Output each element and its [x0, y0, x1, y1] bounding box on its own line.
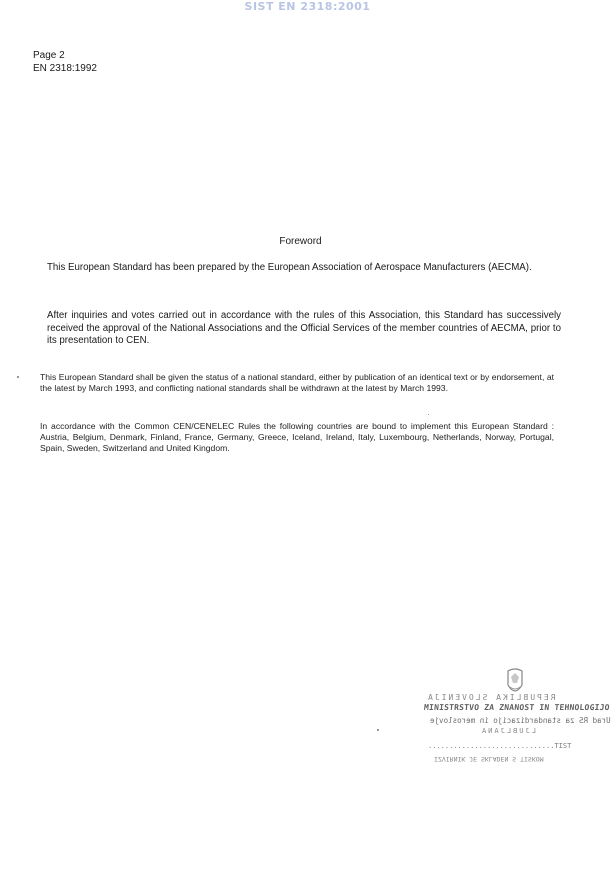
scan-speck: [17, 376, 19, 378]
standard-number: EN 2318:1992: [33, 63, 97, 74]
official-stamp: [420, 667, 610, 767]
stamp-signature-line: ..............................TIST: [428, 742, 572, 750]
scan-speck: [377, 729, 379, 731]
stamp-office: Urad RS za standardizacijo in meroslovje: [430, 716, 611, 725]
stamp-certification: IZVIRNIK JE SKLADEN S TISKOM: [434, 755, 544, 763]
paragraph-countries: In accordance with the Common CEN/CENELEC Rules the following countries are bound to implement this European Standard : Austria, Belgium, Denmark, Finland, France, Germany, Greece, Iceland, Ireland, Italy, Luxembourg, Netherlands, Norway, Portugal, Spain, Sweden, Switzerland and United Kingdom.: [40, 421, 554, 453]
section-title: [0, 236, 615, 247]
stamp-city: LJUBLJANA: [480, 727, 536, 735]
paragraph-preparation: This European Standard has been prepared by the European Association of Aerospace Manufacturers (AECMA).: [47, 262, 532, 273]
paragraph-status: This European Standard shall be given the status of a national standard, either by publication of an identical text or by endorsement, at the latest by March 1993, and conflicting national standards shall be withdrawn at the latest by March 1993.: [40, 372, 554, 393]
scan-speck: [428, 414, 429, 415]
page-header: [33, 49, 97, 75]
foreword-heading: Foreword: [279, 236, 322, 247]
paragraph-approval: After inquiries and votes carried out in accordance with the rules of this Association, this Standard has successively received the approval of the National Associations and the Official Services of the member countries of AECMA, prior to its presentation to CEN.: [47, 310, 561, 347]
stamp-republic: REPUBLIKA SLOVENIJA: [426, 693, 556, 702]
page-number: Page 2: [33, 50, 65, 61]
watermark: SIST EN 2318:2001: [244, 0, 371, 13]
stamp-ministry: MINISTRSTVO ZA ZNANOST IN TEHNOLOGIJO: [423, 703, 611, 712]
